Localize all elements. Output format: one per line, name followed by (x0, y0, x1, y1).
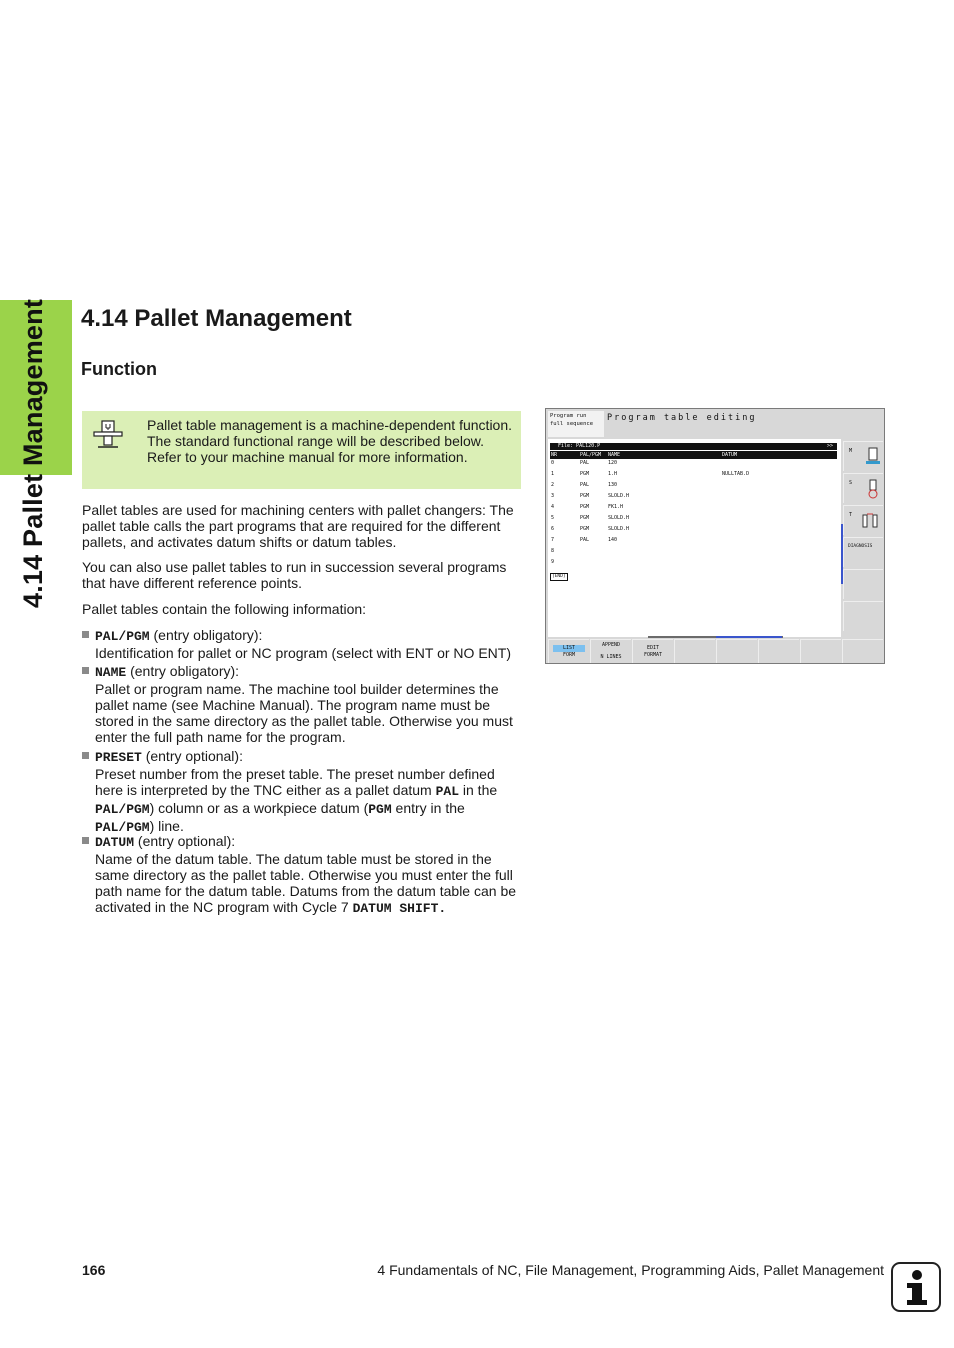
bullet-code: PRESET (95, 750, 142, 765)
bullet-code: DATUM (95, 835, 135, 850)
key-empty[interactable] (843, 569, 883, 599)
table-cell: SLOLD.H (608, 515, 630, 521)
softkey-label: N LINES (600, 654, 622, 660)
bullet-marker (82, 631, 89, 638)
table-cell: 120 (608, 460, 618, 466)
table-cell: FK1.H (608, 504, 624, 510)
table-row[interactable] (550, 503, 837, 511)
inline-code: PAL/PGM (95, 820, 150, 835)
list-item-preset (82, 748, 526, 836)
table-cell: 8 (551, 548, 555, 554)
end-marker: [END] (552, 574, 566, 579)
list-item-name (82, 663, 526, 745)
key-label: T (849, 512, 853, 518)
page-number: 166 (82, 1262, 106, 1278)
table-cell: 2 (551, 482, 555, 488)
table-cell: PGM (580, 504, 590, 510)
softkey-empty[interactable] (842, 639, 883, 663)
softkey-label: EDIT (646, 645, 660, 651)
key-label: S (849, 480, 853, 486)
softkey-row (548, 639, 884, 663)
table-cell: SLOLD.H (608, 526, 630, 532)
bullet-code: NAME (95, 665, 127, 680)
softkey-empty[interactable] (758, 639, 799, 663)
bullet-marker (82, 752, 89, 759)
file-name: File: PAL120.P (558, 443, 601, 449)
column-header: PAL/PGM (580, 452, 602, 458)
info-icon (891, 1262, 941, 1312)
bullet-code: PAL/PGM (95, 629, 150, 644)
table-cell: 7 (551, 537, 555, 543)
screen-title: Program table editing (607, 413, 757, 423)
table-cell: 6 (551, 526, 555, 532)
softkey-label: APPEND (601, 642, 621, 648)
bullet-text: ) column or as a workpiece datum ( (149, 800, 369, 816)
table-cell: PGM (580, 493, 590, 499)
bullet-qualifier: (entry optional): (134, 833, 236, 849)
softkey-label: FORM (562, 652, 576, 658)
column-header: DATUM (722, 452, 738, 458)
bullet-qualifier: (entry optional): (141, 748, 243, 764)
inline-code: PAL/PGM (95, 802, 150, 817)
bullet-marker (82, 667, 89, 674)
table-cell: PAL (580, 482, 590, 488)
bullet-text: ) line. (149, 818, 184, 834)
table-cell: 130 (608, 482, 618, 488)
table-cell: SLOLD.H (608, 493, 630, 499)
key-diagnosis[interactable] (843, 537, 883, 567)
table-cell: 3 (551, 493, 555, 499)
side-tab (0, 300, 72, 630)
inline-code: PGM (368, 802, 392, 817)
key-label: DIAGNOSIS (848, 544, 873, 549)
progress-marker (716, 636, 782, 638)
table-row[interactable] (550, 492, 837, 500)
table-row[interactable] (550, 547, 837, 555)
table-cell: 0 (551, 460, 555, 466)
bullet-qualifier: (entry obligatory): (126, 663, 240, 679)
subsection-title: Function (81, 359, 157, 379)
tool-change-icon (862, 511, 878, 533)
table-row[interactable] (550, 558, 837, 566)
side-tab-label: 4.14 Pallet Management (18, 298, 48, 608)
softkey-list-form[interactable] (548, 639, 589, 663)
inline-code: PAL (435, 784, 459, 799)
table-cell: NULLTAB.D (722, 471, 750, 477)
paragraph-succession: You can also use pallet tables to run in succession several programs that have different reference points. (82, 559, 507, 591)
file-marker: >> (826, 443, 833, 449)
bullet-qualifier: (entry obligatory): (149, 627, 263, 643)
softkey-empty[interactable] (800, 639, 841, 663)
paragraph-pallet-tables: Pallet tables are used for machining centers with pallet changers: The pallet table calls the part programs that are required for the different pallets, and activates datum shifts or datum tables. (82, 502, 514, 550)
mode-line-2: full sequence (550, 421, 594, 427)
paragraph-contents: Pallet tables contain the following information: (82, 601, 367, 617)
table-row[interactable] (550, 525, 837, 533)
table-cell: PAL (580, 537, 590, 543)
table-row[interactable] (550, 481, 837, 489)
table-row[interactable] (550, 459, 837, 467)
chapter-title: 4 Fundamentals of NC, File Management, Programming Aids, Pallet Management (377, 1262, 884, 1278)
table-cell: PAL (580, 460, 590, 466)
key-t[interactable] (843, 505, 883, 535)
bullet-text: in the (459, 782, 498, 798)
screen-table-area (548, 439, 841, 637)
key-empty[interactable] (843, 601, 883, 631)
key-s[interactable] (843, 473, 883, 503)
bullet-text: Pallet or program name. The machine tool builder determines the pallet name (see Machine Manual). The program name must be stored in the same directory as the pallet table. Otherwise you must enter the full path name for the program. (95, 681, 513, 745)
table-row[interactable] (550, 536, 837, 544)
table-cell: 5 (551, 515, 555, 521)
table-cell: 1 (551, 471, 555, 477)
table-cell: 1.H (608, 471, 618, 477)
softkey-label: LIST (553, 645, 585, 652)
spindle-icon (866, 447, 880, 467)
bullet-marker (82, 837, 89, 844)
list-item-datum (82, 833, 526, 917)
column-header: NAME (608, 452, 621, 458)
softkey-empty[interactable] (674, 639, 715, 663)
table-cell: PGM (580, 515, 590, 521)
table-row[interactable] (550, 514, 837, 522)
key-label: M (849, 448, 853, 454)
softkey-edit-format[interactable] (632, 639, 673, 663)
tnc-screen (545, 408, 885, 664)
bullet-text: Name of the datum table. The datum table must be stored in the same directory as the pallet table. Otherwise you must enter the full path name for the datum table. Datums from the datum table can be activated in the NC program with Cycle 7 (95, 851, 517, 915)
bullet-text: Preset number from the preset table. The preset number defined here is interpreted by the TNC either as a pallet datum (95, 766, 495, 798)
file-bar (550, 443, 837, 450)
bullet-text: entry in the (391, 800, 465, 816)
softkey-append-n-lines[interactable] (590, 639, 631, 663)
table-header-row (550, 451, 837, 459)
screen-mode-label (548, 411, 604, 437)
rotation-icon (866, 479, 880, 499)
note-text: Pallet table management is a machine-dependent function. The standard functional range will be described below. Refer to your machine manual for more information. (147, 417, 513, 465)
table-cell: 4 (551, 504, 555, 510)
softkey-label: FORMAT (643, 652, 663, 658)
column-header: NR (551, 452, 558, 458)
inline-code: DATUM SHIFT. (352, 901, 447, 916)
table-row[interactable] (550, 470, 837, 478)
section-title: 4.14 Pallet Management (81, 305, 352, 332)
scroll-indicator (841, 524, 843, 584)
table-cell: 9 (551, 559, 555, 565)
table-cell: 140 (608, 537, 618, 543)
table-cell: PGM (580, 526, 590, 532)
screen-right-keys (843, 439, 883, 637)
table-cell: PGM (580, 471, 590, 477)
softkey-empty[interactable] (716, 639, 757, 663)
list-item-pal-pgm (82, 627, 526, 661)
bullet-text: Identification for pallet or NC program (select with ENT or NO ENT) (95, 645, 511, 661)
machine-icon (92, 420, 124, 450)
mode-line-1: Program run (550, 413, 587, 419)
key-m[interactable] (843, 441, 883, 471)
